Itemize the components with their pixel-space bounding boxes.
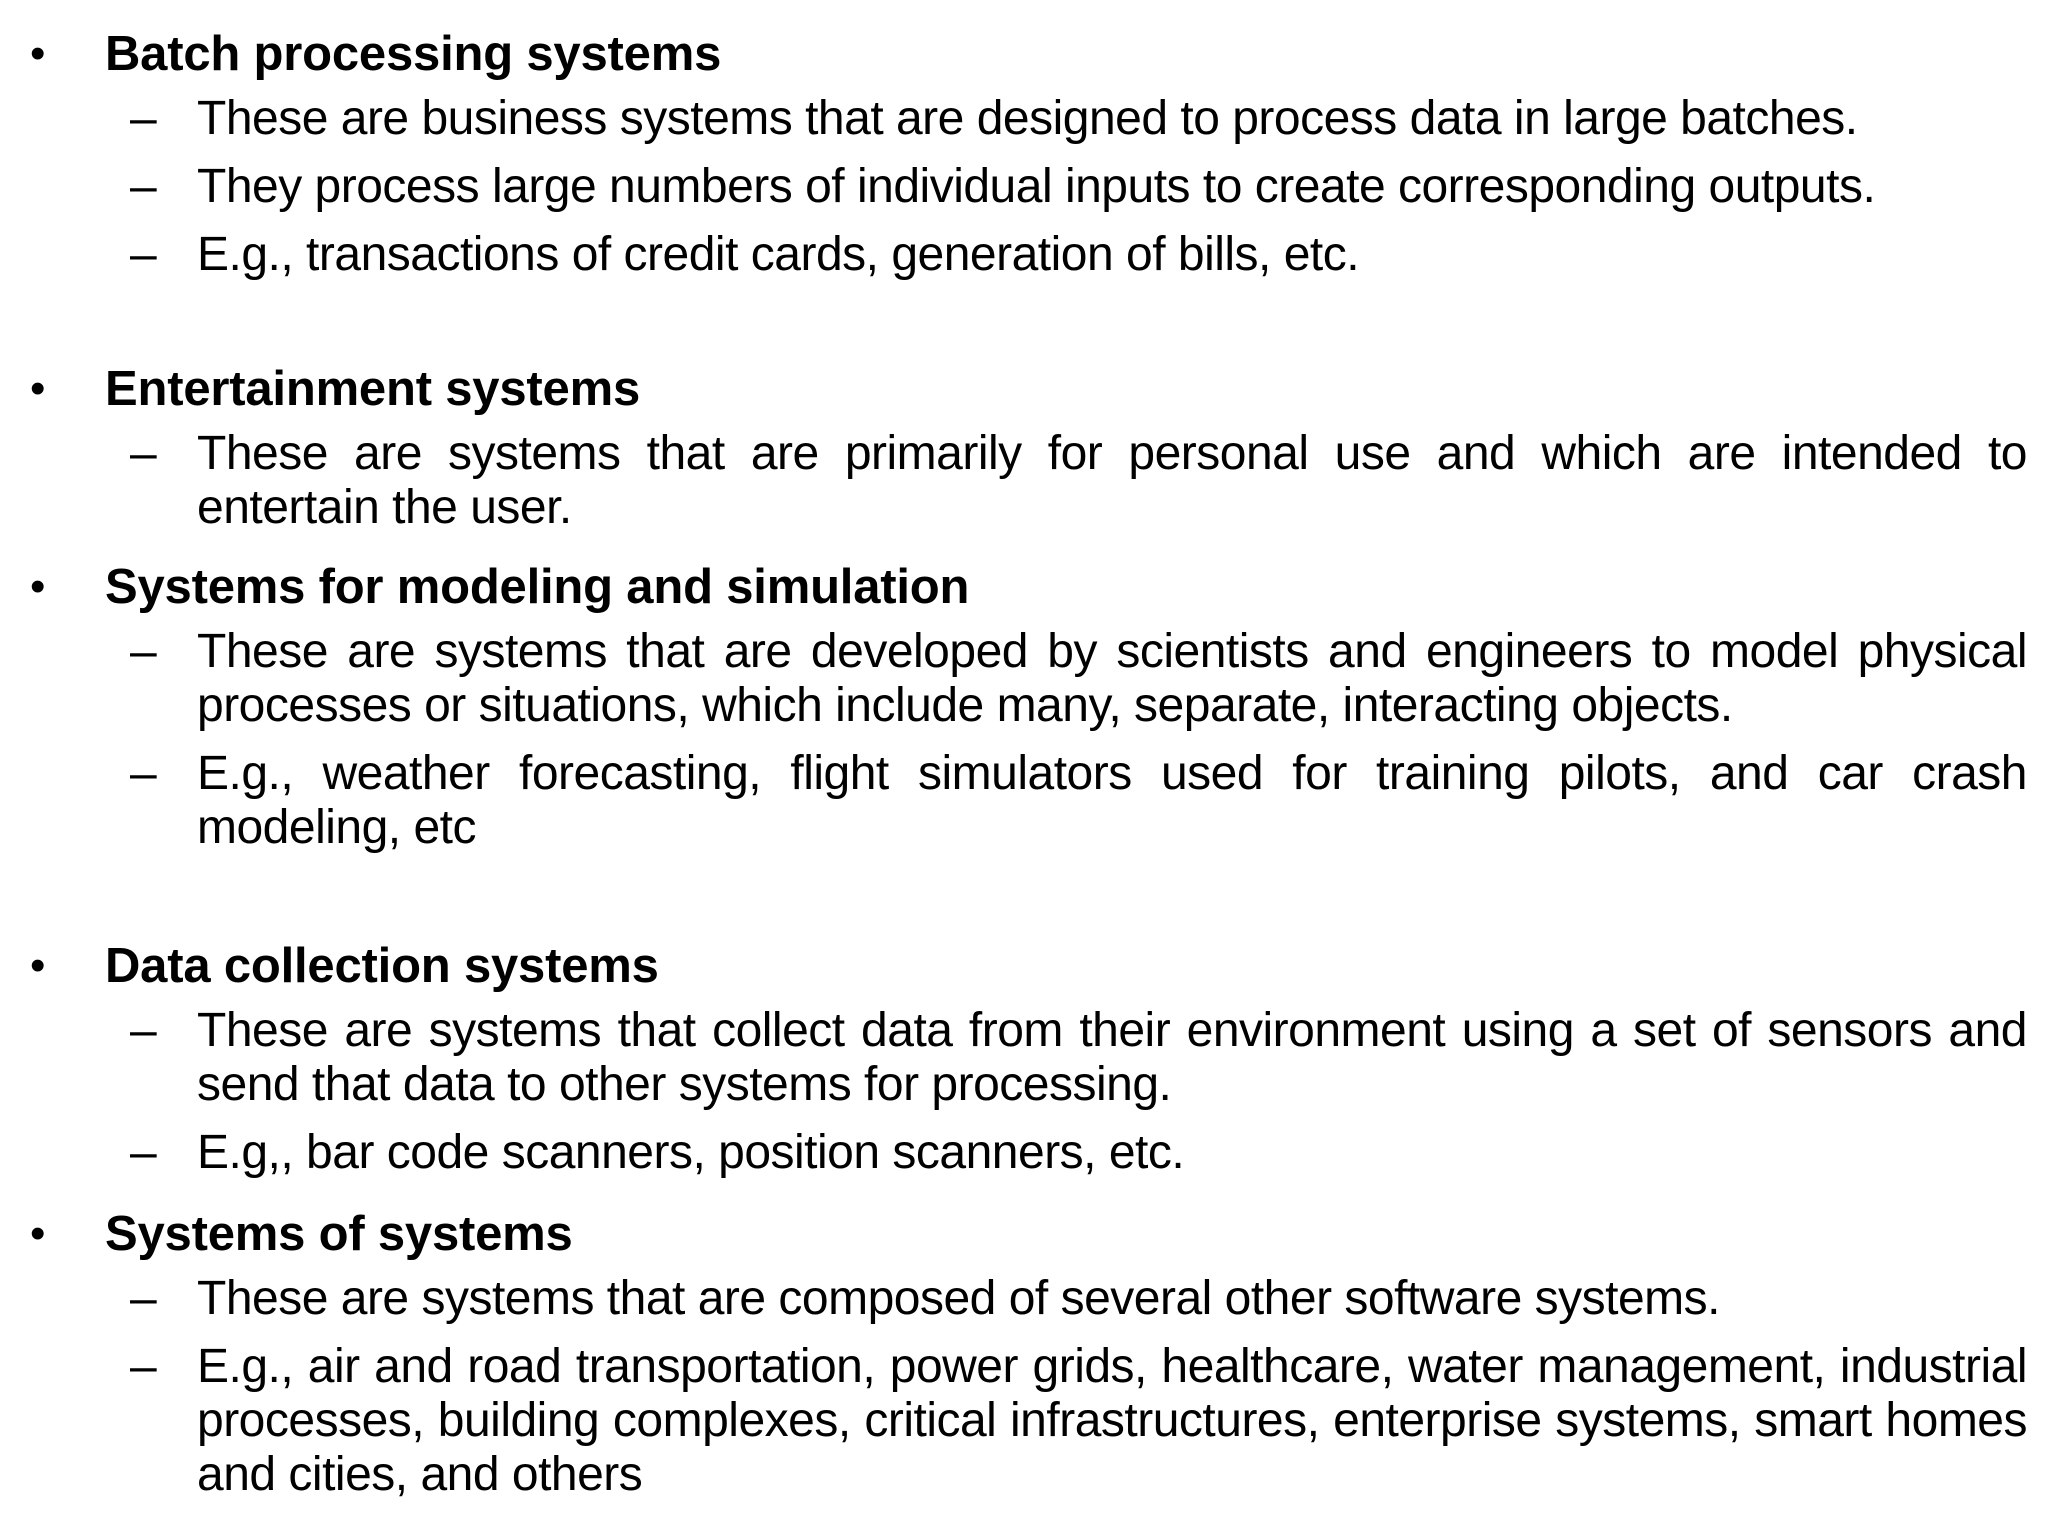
sub-item-text: These are business systems that are designed to process data in large batches. xyxy=(197,92,1858,145)
section-heading: Batch processing systems xyxy=(105,27,722,81)
section-systems-of-systems xyxy=(0,1198,2048,1516)
sub-item-text: These are systems that collect data from their environment using a set of sensors and send that data to other systems for processing. xyxy=(197,1004,2027,1111)
sub-item-text: E.g., transactions of credit cards, generation of bills, etc. xyxy=(197,228,1360,281)
bullet-icon: • xyxy=(30,941,46,990)
dash-icon: – xyxy=(130,1126,157,1179)
dash-icon: – xyxy=(130,747,157,800)
dash-icon: – xyxy=(130,1272,157,1325)
sub-item-text: These are systems that are composed of several other software systems. xyxy=(197,1272,1720,1325)
dash-icon: – xyxy=(130,160,157,213)
sub-item-text: They process large numbers of individual inputs to create corresponding outputs. xyxy=(197,160,1876,213)
dash-icon: – xyxy=(130,427,157,480)
sub-item-text: E.g., air and road transportation, power grids, healthcare, water management, industrial processes, building complexes, critical infrastructures, enterprise systems, smart homes and cities, and others xyxy=(197,1340,2027,1501)
sub-item-text: E.g,, bar code scanners, position scanners, etc. xyxy=(197,1126,1185,1179)
section-heading: Entertainment systems xyxy=(105,362,640,416)
sub-item-text: E.g., weather forecasting, flight simulators used for training pilots, and car crash modeling, etc xyxy=(197,747,2027,854)
sub-item-text: These are systems that are primarily for personal use and which are intended to entertain the user. xyxy=(197,427,2027,534)
bullet-icon: • xyxy=(30,29,46,78)
dash-icon: – xyxy=(130,1004,157,1057)
sub-item-text: These are systems that are developed by scientists and engineers to model physical processes or situations, which include many, separate, interacting objects. xyxy=(197,625,2027,732)
section-heading: Data collection systems xyxy=(105,939,659,993)
section-heading: Systems of systems xyxy=(105,1207,573,1261)
dash-icon: – xyxy=(130,625,157,678)
dash-icon: – xyxy=(130,92,157,145)
section-batch-processing xyxy=(0,18,2048,296)
bullet-icon: • xyxy=(30,364,46,413)
dash-icon: – xyxy=(130,1340,157,1393)
section-data-collection xyxy=(0,930,2048,1194)
section-modeling-simulation xyxy=(0,551,2048,869)
section-heading: Systems for modeling and simulation xyxy=(105,560,970,614)
dash-icon: – xyxy=(130,228,157,281)
bullet-icon: • xyxy=(30,1209,46,1258)
section-entertainment xyxy=(0,353,2048,549)
bullet-icon: • xyxy=(30,562,46,611)
